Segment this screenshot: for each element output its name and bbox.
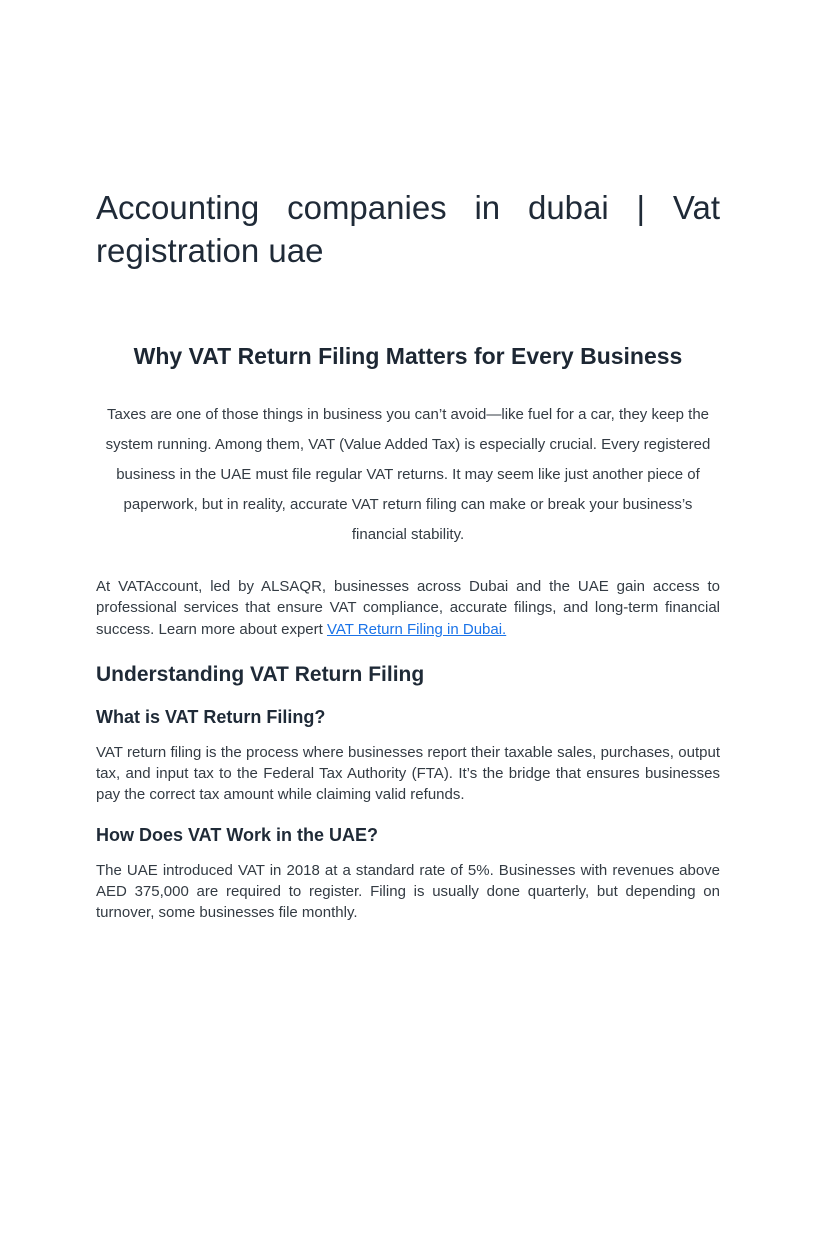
about-paragraph bbox=[96, 576, 720, 640]
how-vat-works-heading: How Does VAT Work in the UAE? bbox=[96, 824, 379, 845]
about-paragraph-text: At VATAccount, led by ALSAQR, businesses across Dubai and the UAE gain access to professional services that ensure VAT compliance, accurate filings, and long-term financial success. Learn more about expert bbox=[96, 578, 720, 638]
vat-return-filing-link[interactable]: VAT Return Filing in Dubai. bbox=[326, 620, 507, 638]
intro-paragraph: Taxes are one of those things in business you can’t avoid—like fuel for a car, they keep the system running. Among them, VAT (Value Added Tax) is especially crucial. Every registered business in the UAE must file regular VAT returns. It may seem like just another piece of paperwork, but in reality, accurate VAT return filing can make or break your business’s financial stability. bbox=[105, 406, 711, 543]
intro-heading: Why VAT Return Filing Matters for Every Business bbox=[133, 343, 683, 369]
understanding-heading: Understanding VAT Return Filing bbox=[96, 662, 425, 686]
document-page bbox=[0, 186, 816, 1242]
document-title: Accounting companies in dubai | Vat registration uae bbox=[96, 189, 720, 269]
how-vat-works-paragraph: The UAE introduced VAT in 2018 at a standard rate of 5%. Businesses with revenues above AED 375,000 are required to register. Filing is usually done quarterly, but depending on turnover, some businesses file monthly. bbox=[96, 861, 720, 922]
what-is-paragraph: VAT return filing is the process where businesses report their taxable sales, purchases, output tax, and input tax to the Federal Tax Authority (FTA). It’s the bridge that ensures businesses pay the correct tax amount while claiming valid refunds. bbox=[96, 743, 720, 804]
what-is-heading: What is VAT Return Filing? bbox=[96, 706, 326, 727]
